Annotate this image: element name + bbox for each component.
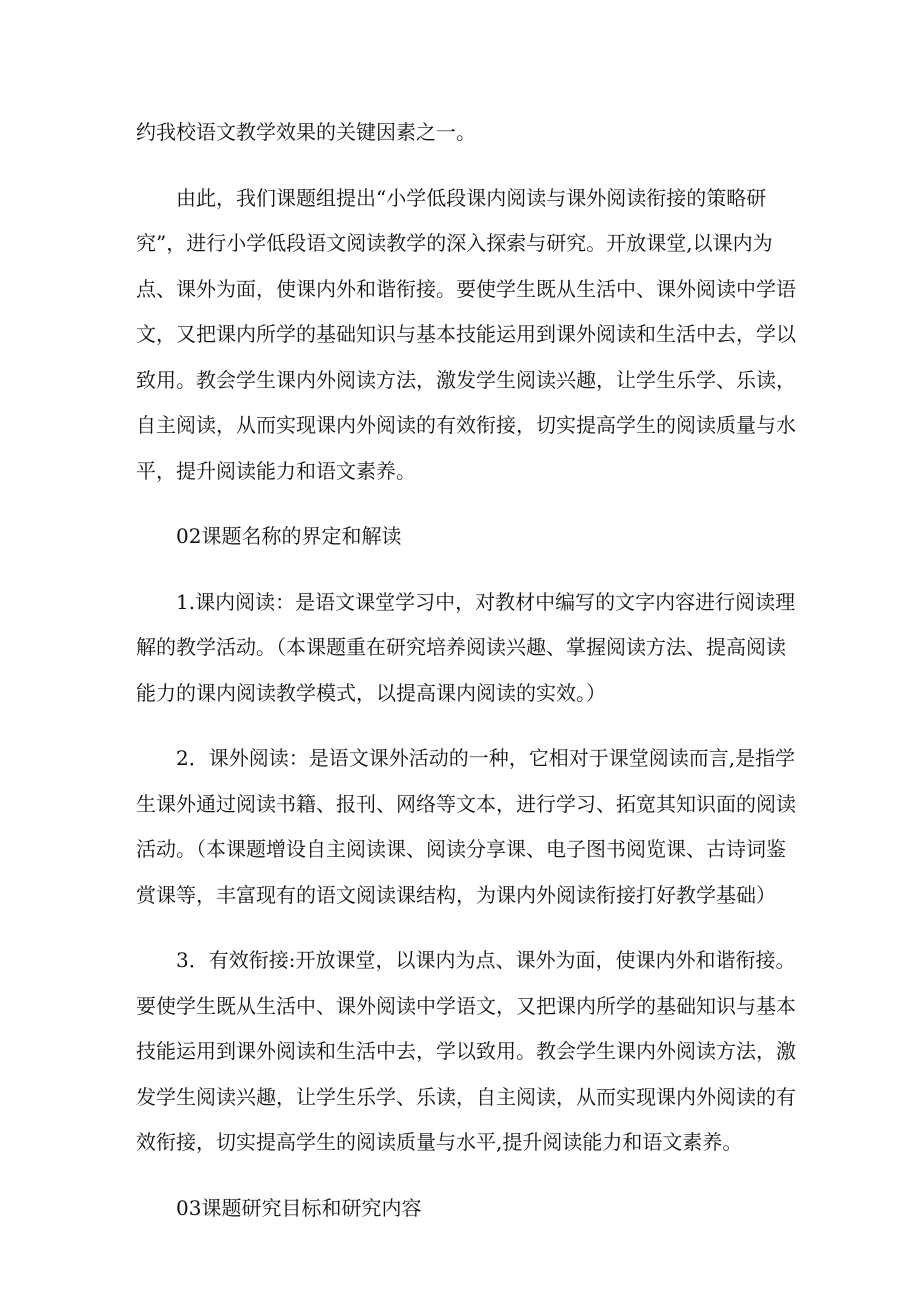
paragraph-definition-3: 3．有效衔接:开放课堂，以课内为点、课外为面，使课内外和谐衔接。要使学生既从生活中、课外阅读中学语文，又把课内所学的基础知识与基本技能运用到课外阅读和生活中去，学以致用。教会学生课内外阅读方法，激发学生阅读兴趣，让学生乐学、乐读，自主阅读，从而实现课内外阅读的有效衔接，切实提高学生的阅读质量与水平,提升阅读能力和语文素养。: [136, 948, 796, 1154]
section-heading-02: 02课题名称的界定和解读: [176, 524, 402, 548]
paragraph-continuation: 约我校语文教学效果的关键因素之一。: [136, 120, 476, 144]
paragraph-definition-1: 1.课内阅读：是语文课堂学习中，对教材中编写的文字内容进行阅读理解的教学活动。（本课题重在研究培养阅读兴趣、掌握阅读方法、提高阅读能力的课内阅读教学模式，以提高课内阅读的实效。）: [136, 589, 796, 705]
paragraph-definition-2: 2．课外阅读：是语文课外活动的一种，它相对于课堂阅读而言,是指学生课外通过阅读书籍、报刊、网络等文本，进行学习、拓宽其知识面的阅读活动。（本课题增设自主阅读课、阅读分享课、电子图书阅览课、古诗词鉴赏课等，丰富现有的语文阅读课结构，为课内外阅读衔接打好教学基础）: [136, 746, 796, 907]
body-text: [136, 110, 796, 1231]
section-heading-03: 03课题研究目标和研究内容: [176, 1195, 422, 1220]
paragraph-background: 由此，我们课题组提出“小学低段课内阅读与课外阅读衔接的策略研究”，进行小学低段语文阅读教学的深入探索与研究。开放课堂,以课内为点、课外为面，使课内外和谐衔接。要使学生既从生活中、课外阅读中学语文，又把课内所学的基础知识与基本技能运用到课外阅读和生活中去，学以致用。教会学生课内外阅读方法，激发学生阅读兴趣，让学生乐学、乐读，自主阅读，从而实现课内外阅读的有效衔接，切实提高学生的阅读质量与水平，提升阅读能力和语文素养。: [136, 185, 796, 483]
